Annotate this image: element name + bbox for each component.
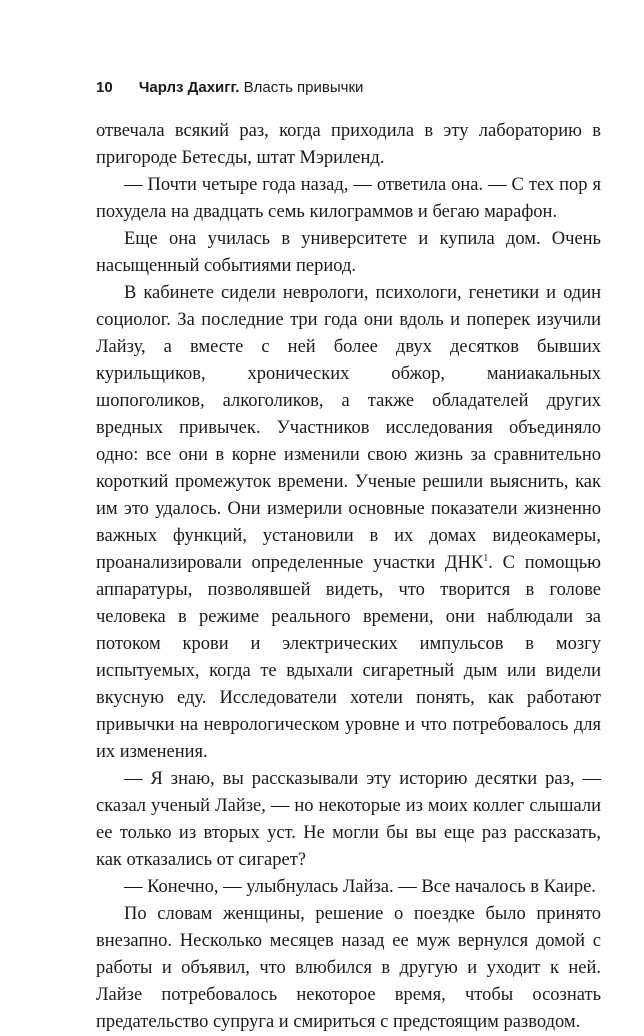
paragraph: — Конечно, — улыбнулась Лайза. — Все началось в Каире. [124, 877, 596, 897]
paragraph: В кабинете сидели неврологи, психологи, генетики и один социолог. За последние три года они вдоль и поперек изучили Лайзу, а вместе с ней более двух десятков бывших курильщиков, хронических обжор, маниакальных шопоголиков, алкоголиков, а также обладателей других вредных привычек. Участников исследования объединяло одно: все они в корне изменили свою жизнь за сравнительно короткий промежуток времени. Ученые решили выяснить, как им это удалось. Они измерили основные показатели жизненно важных функций, установили в их домах видеокамеры, проанализировали определенные участки ДНК$^1$. С помощью аппаратуры, позволявшей видеть, что творится в голове человека в режиме реального времени, они наблюдали за потоком крови и электрических импульсов в мозгу испытуемых, когда те вдыхали сигаретный дым или видели вкусную еду. Исследователи хотели понять, как работают привычки на неврологическом уровне и что потребовалось для их изменения. [96, 283, 601, 762]
paragraph: — Я знаю, вы рассказывали эту историю десятки раз, — сказал ученый Лайзе, — но некоторые из моих коллег слышали ее только из вторых уст. Не могли бы вы еще раз рассказать, как отказались от сигарет? [96, 769, 601, 870]
paragraph: отвечала всякий раз, когда приходила в эту лабораторию в пригороде Бетесды, штат Мэриленд. [96, 121, 601, 168]
header-book-title: Власть привычки [243, 79, 364, 96]
page-number: 10 [96, 79, 113, 96]
paragraph: По словам женщины, решение о поездке было принято внезапно. Несколько месяцев назад ее муж вернулся домой с работы и объявил, что влюбился в другую и уходит к ней. Лайзе потребовалось некоторое время, чтобы осознать предательство супруга и смириться с предстоящим разводом. [96, 904, 601, 1032]
paragraph: — Почти четыре года назад, — ответила она. — С тех пор я похудела на двадцать семь килограммов и бегаю марафон. [96, 175, 601, 222]
running-header [96, 78, 363, 98]
body-text [96, 118, 601, 1036]
paragraph: Еще она училась в университете и купила дом. Очень насыщенный событиями период. [96, 229, 601, 276]
footnote-marker: 1 [483, 553, 489, 564]
header-author: Чарлз Дахигг. [138, 79, 240, 96]
